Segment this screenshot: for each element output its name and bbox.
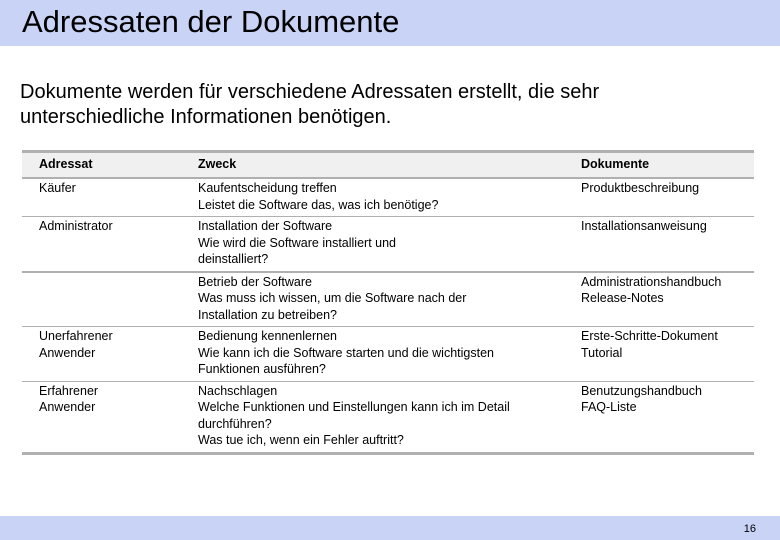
- table-body: [22, 178, 754, 453]
- cell-line: Produktbeschreibung: [581, 181, 700, 195]
- cell-line: Installation der Software: [198, 219, 333, 233]
- cell-line: Administrationshandbuch: [581, 274, 722, 289]
- cell-line: Tutorial: [581, 345, 623, 360]
- cell-adressat: [22, 381, 181, 453]
- cell-line: Funktionen ausführen?: [198, 362, 326, 376]
- cell-adressat: [22, 272, 181, 327]
- cell-line: Unerfahrener: [39, 329, 113, 343]
- cell-zweck: [181, 178, 564, 217]
- cell-line: Erfahrener: [39, 383, 99, 398]
- cell-line: Welche Funktionen und Einstellungen kann ich im Detail: [198, 400, 510, 414]
- cell-line: durchführen?: [198, 416, 272, 431]
- cell-line: Installationsanweisung: [581, 219, 707, 233]
- header-zweck: Zweck: [181, 152, 564, 179]
- cell-line: FAQ-Liste: [581, 400, 637, 414]
- cell-line: Betrieb der Software: [198, 274, 312, 289]
- cell-line: Benutzungshandbuch: [581, 383, 702, 398]
- cell-line: Anwender: [39, 400, 96, 414]
- cell-line: Leistet die Software das, was ich benötige?: [198, 197, 439, 212]
- cell-dokumente: [564, 178, 754, 217]
- header-adressat: Adressat: [22, 152, 181, 179]
- table-header-row: [22, 152, 754, 179]
- table-row: [22, 272, 754, 327]
- cell-dokumente: [564, 381, 754, 453]
- footer-bar: [0, 516, 780, 540]
- cell-line: Wie wird die Software installiert und: [198, 235, 396, 250]
- cell-zweck: [181, 327, 564, 382]
- cell-line: Käufer: [39, 181, 76, 195]
- cell-zweck: [181, 217, 564, 272]
- cell-dokumente: [564, 272, 754, 327]
- cell-line: Nachschlagen: [198, 383, 278, 398]
- header-dokumente: Dokumente: [564, 152, 754, 179]
- cell-line: Release-Notes: [581, 291, 664, 305]
- cell-line: Bedienung kennenlernen: [198, 329, 338, 343]
- table-row: [22, 381, 754, 453]
- cell-line: Was muss ich wissen, um die Software nach der: [198, 291, 467, 305]
- table-row: [22, 217, 754, 272]
- cell-line: Installation zu betreiben?: [198, 307, 337, 322]
- cell-line: Wie kann ich die Software starten und die wichtigsten: [198, 345, 494, 360]
- cell-zweck: [181, 381, 564, 453]
- cell-zweck: [181, 272, 564, 327]
- intro-line: Dokumente werden für verschiedene Adressaten erstellt, die sehr: [20, 81, 600, 103]
- cell-dokumente: [564, 327, 754, 382]
- cell-adressat: [22, 217, 181, 272]
- cell-line: deinstalliert?: [198, 252, 269, 266]
- cell-line: Anwender: [39, 345, 96, 360]
- table-row: [22, 327, 754, 382]
- cell-line: Was tue ich, wenn ein Fehler auftritt?: [198, 433, 404, 447]
- cell-line: Kaufentscheidung treffen: [198, 181, 337, 195]
- table-row: [22, 178, 754, 217]
- page-number: 16: [743, 523, 756, 535]
- intro-text: [20, 80, 760, 130]
- cell-line: Administrator: [39, 219, 113, 233]
- intro-line: unterschiedliche Informationen benötigen.: [20, 106, 392, 128]
- slide-title: Adressaten der Dokumente: [22, 4, 400, 39]
- audience-table: [22, 150, 754, 455]
- cell-adressat: [22, 178, 181, 217]
- title-bar: [0, 0, 780, 46]
- cell-line: Erste-Schritte-Dokument: [581, 329, 718, 343]
- cell-adressat: [22, 327, 181, 382]
- cell-dokumente: [564, 217, 754, 272]
